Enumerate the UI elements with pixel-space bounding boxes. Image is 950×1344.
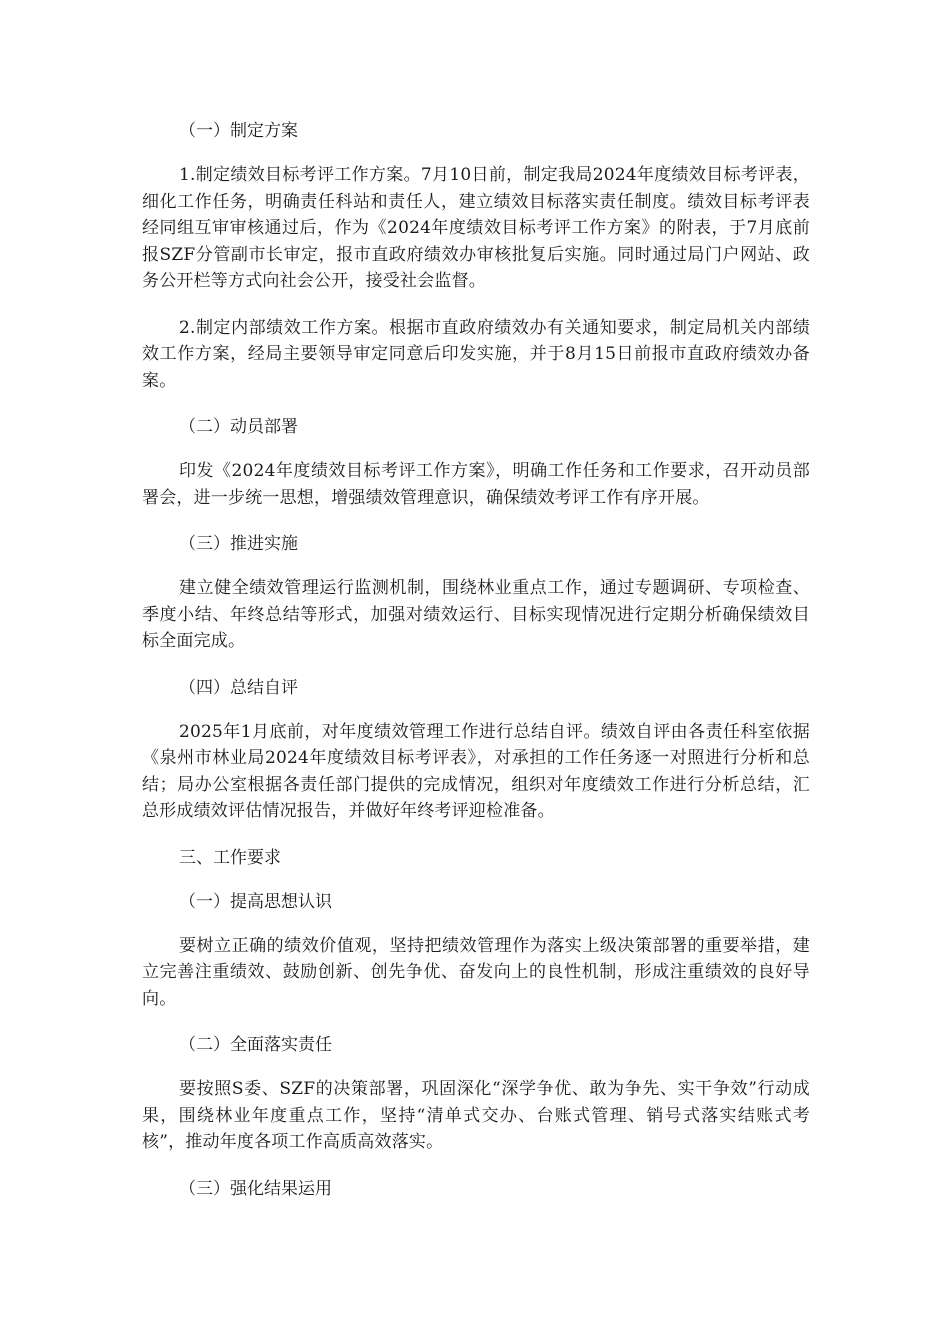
paragraph-implement: 建立健全绩效管理运行监测机制，围绕林业重点工作，通过专题调研、专项检查、季度小结、年终总结等形式，加强对绩效运行、目标实现情况进行定期分析确保绩效目标全面完成。 xyxy=(142,578,810,651)
document-body xyxy=(142,118,810,1220)
section-heading-results: （三）强化结果运用 xyxy=(179,1178,332,1199)
paragraph-raise-awareness: 要树立正确的绩效价值观，坚持把绩效管理作为落实上级决策部署的重要举措，建立完善注重绩效、鼓励创新、创先争优、奋发向上的良性机制，形成注重绩效的良好导向。 xyxy=(142,935,810,1009)
paragraph-mobilize: 印发《2024年度绩效目标考评工作方案》，明确工作任务和工作要求，召开动员部署会，进一步统一思想，增强绩效管理意识，确保绩效考评工作有序开展。 xyxy=(142,461,810,508)
paragraph-internal-plan: 2.制定内部绩效工作方案。根据市直政府绩效办有关通知要求，制定局机关内部绩效工作方案，经局主要领导审定同意后印发实施，并于8月15日前报市直政府绩效办备案。 xyxy=(142,317,810,391)
section-heading-implement: （三）推进实施 xyxy=(179,534,298,554)
paragraph-responsibility: 要按照S委、SZF的决策部署，巩固深化“深学争优、敢为争先、实干争效”行动成果，围绕林业年度重点工作，坚持“清单式交办、台账式管理、销号式落实结账式考核”，推动年度各项工作高质高效落实。 xyxy=(142,1079,810,1152)
paragraph-self-evaluation: 2025年1月底前，对年度绩效管理工作进行总结自评。绩效自评由各责任科室依据《泉州市林业局2024年度绩效目标考评表》，对承担的工作任务逐一对照进行分析和总结；局办公室根据各责任部门提供的完成情况，组织对年度绩效工作进行分析总结，汇总形成绩效评估情况报告，并做好年终考评迎检准备。 xyxy=(142,721,810,821)
section-heading-responsibility: （二）全面落实责任 xyxy=(179,1035,332,1055)
section-heading-mobilize: （二）动员部署 xyxy=(179,417,298,437)
section-heading-work-requirements: 三、工作要求 xyxy=(179,847,281,868)
section-heading-self-evaluation: （四）总结自评 xyxy=(179,677,298,698)
section-heading-formulate-plan: （一）制定方案 xyxy=(179,121,298,141)
paragraph-performance-plan: 1.制定绩效目标考评工作方案。7月10日前，制定我局2024年度绩效目标考评表，细化工作任务，明确责任科站和责任人，建立绩效目标落实责任制度。绩效目标考评表经同组互审审核通过后，作为《2024年度绩效目标考评工作方案》的附表，于7月底前报SZF分管副市长审定，报市直政府绩效办审核批复后实施。同时通过局门户网站、政务公开栏等方式向社会公开，接受社会监督。 xyxy=(142,165,810,291)
section-heading-raise-awareness: （一）提高思想认识 xyxy=(179,891,332,912)
